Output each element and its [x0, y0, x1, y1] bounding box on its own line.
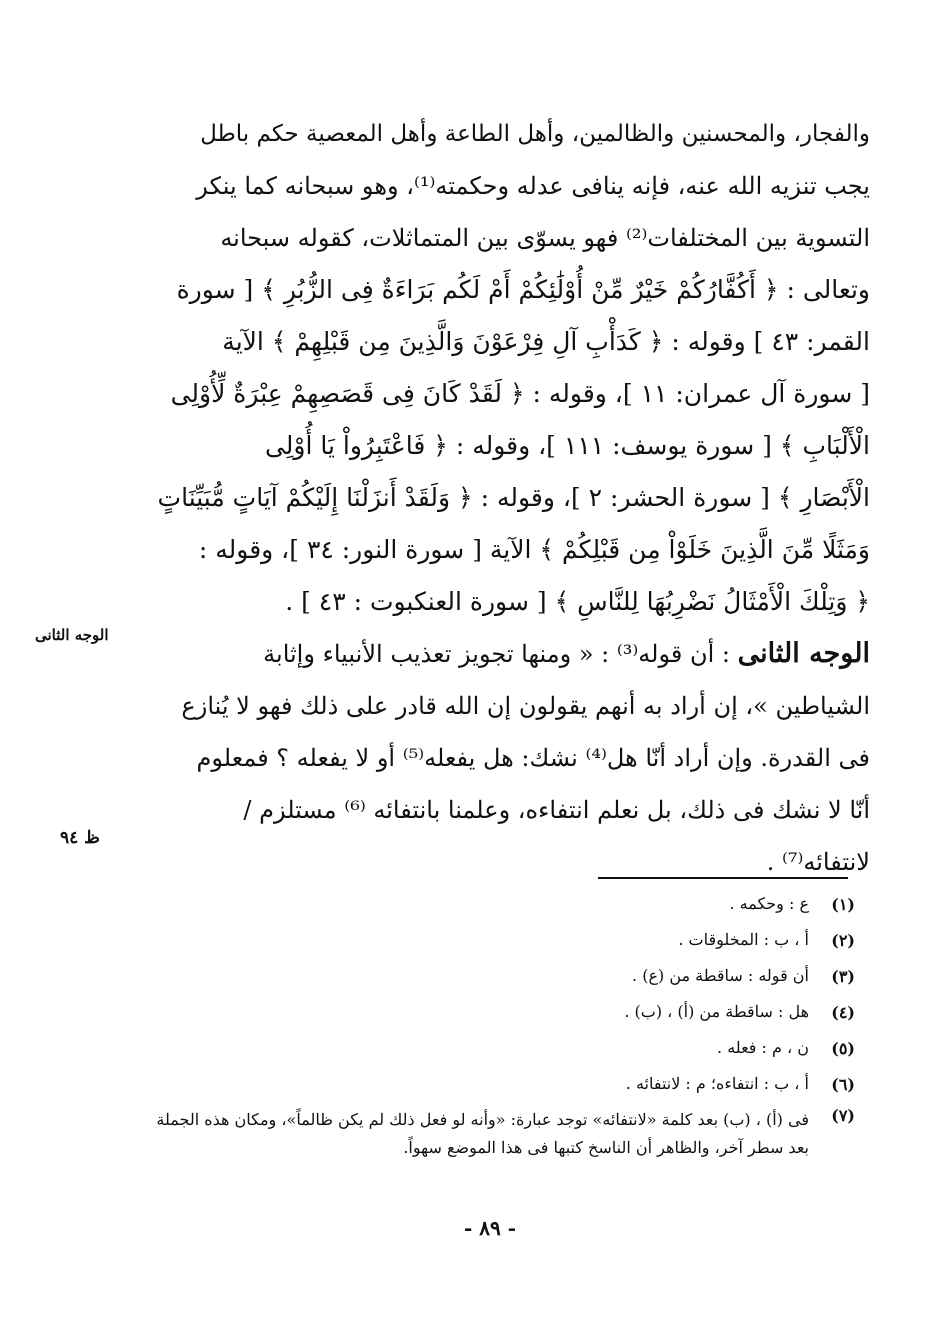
text-line-15: لانتفائه⁽⁷⁾ .: [766, 848, 870, 876]
text-line-6: [ سورة آل عمران: ١١ ]، وقوله : ﴿ لَقَدْ كَانَ فِى قَصَصِهِمْ عِبْرَةٌ لِّأُوْلِى: [170, 379, 870, 408]
footnote-item: [145, 994, 855, 1030]
text-line-5: القمر: ٤٣ ] وقوله : ﴿ كَدَأْبِ آلِ فِرْعَوْنَ وَالَّذِينَ مِن قَبْلِهِمْ ﴾ الآية: [222, 327, 870, 356]
footnote-text: أ ، ب : المخلوقات .: [678, 930, 809, 949]
footnote-number: (٥): [831, 1038, 855, 1058]
margin-folio-marker: ظ ٩٤: [60, 828, 100, 848]
footnote-item: [145, 1030, 855, 1066]
footnote-number: (٣): [831, 966, 855, 986]
footnote-number: (٧): [831, 1106, 855, 1125]
text-line-4: وتعالى : ﴿ أَكُفَّارُكُمْ خَيْرٌ مِّنْ أُوْلَٰئِكُمْ أَمْ لَكُم بَرَاءَةٌ فِى الزُّبُرِ ﴾ [ سورة: [176, 275, 870, 304]
footnote-separator: [598, 877, 848, 879]
footnote-text: فى (أ) ، (ب) بعد كلمة «لانتفائه» توجد عبارة: «وأنه لو فعل ذلك لم يكن ظالماً»، ومكان هذه الجملة بعد سطر آخر، والظاهر أن الناسخ كتبها فى هذا الموضع سهواً.: [156, 1110, 809, 1157]
text-line-9: وَمَثَلًا مِّنَ الَّذِينَ خَلَوْاْ مِن قَبْلِكُمْ ﴾ الآية [ سورة النور: ٣٤ ]، وقوله :: [198, 535, 870, 564]
main-text: [140, 108, 870, 888]
footnote-item: [145, 886, 855, 922]
text-line-2: يجب تنزيه الله عنه، فإنه ينافى عدله وحكمته⁽¹⁾، وهو سبحانه كما ينكر: [196, 172, 870, 200]
footnote-text: ع : وحكمه .: [729, 894, 809, 913]
footnote-text: أ ، ب : انتفاءه؛ م : لانتفائه .: [625, 1074, 809, 1093]
text-line-8: الْأَبْصَارِ ﴾ [ سورة الحشر: ٢ ]، وقوله : ﴿ وَلَقَدْ أَنزَلْنَا إِلَيْكُمْ آيَاتٍ مُّبَيِّنَاتٍ: [157, 483, 870, 512]
footnote-item: [145, 958, 855, 994]
footnote-number: (٢): [831, 930, 855, 950]
section-heading: الوجه الثانى: [737, 638, 870, 669]
footnote-number: (٤): [831, 1002, 855, 1022]
footnote-text: هل : ساقطة من (أ) ، (ب) .: [624, 1002, 809, 1021]
text-line-7: الْأَلْبَابِ ﴾ [ سورة يوسف: ١١١ ]، وقوله : ﴿ فَاعْتَبِرُواْ يَا أُوْلِى: [264, 431, 870, 460]
footnote-number: (١): [831, 894, 855, 914]
text-line-3: التسوية بين المختلفات⁽²⁾ فهو يسوّى بين المتماثلات، كقوله سبحانه: [220, 224, 870, 252]
footnote-item: [145, 922, 855, 958]
text-line-13: فى القدرة. وإن أراد أنّا هل⁽⁴⁾ نشك: هل يفعله⁽⁵⁾ أو لا يفعله ؟ فمعلوم: [196, 744, 870, 772]
section-heading-rest: : أن قوله⁽³⁾ : « ومنها تجويز تعذيب الأنبياء وإثابة: [263, 640, 738, 668]
section-heading-line: [140, 628, 870, 680]
page-number: - ٨٩ -: [463, 1216, 516, 1240]
text-line-14: أنّا لا نشك فى ذلك، بل نعلم انتفاءه، وعلمنا بانتفائه ⁽⁶⁾ مستلزم /: [243, 796, 870, 824]
text-line-10: ﴿ وَتِلْكَ الْأَمْثَالُ نَضْرِبُهَا لِلنَّاسِ ﴾ [ سورة العنكبوت : ٤٣ ] .: [285, 587, 870, 616]
footnote-number: (٦): [831, 1074, 855, 1094]
footnote-item: [145, 1102, 855, 1170]
footnote-item: [145, 1066, 855, 1102]
margin-section-label: الوجه الثانى: [35, 626, 109, 644]
footnotes: [145, 886, 855, 1170]
text-line-12: الشياطين »، إن أراد به أنهم يقولون إن الله قادر على ذلك فهو لا يُنازع: [181, 692, 870, 720]
text-line-1: والفجار، والمحسنين والظالمين، وأهل الطاعة وأهل المعصية حكم باطل: [200, 121, 870, 147]
footnote-text: أن قوله : ساقطة من (ع) .: [632, 966, 809, 985]
footnote-text: ن ، م : فعله .: [717, 1038, 809, 1057]
